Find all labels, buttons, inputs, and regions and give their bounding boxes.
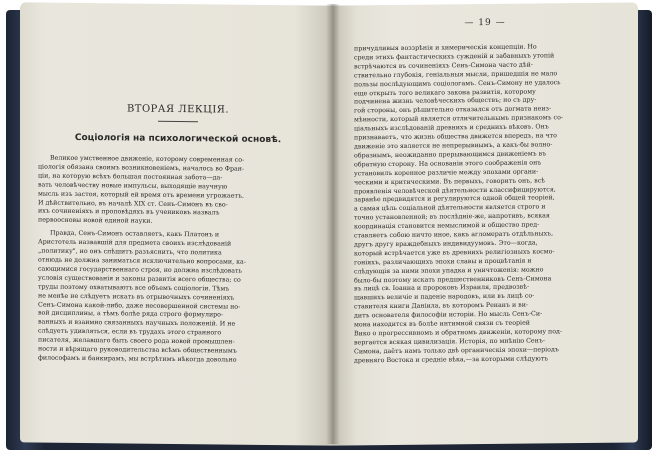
- text-line: ставителя книги Даніила, въ которомъ Ренанъ и ви-: [354, 301, 529, 311]
- lecture-title: ВТОРАЯ ЛЕКЦІЯ.: [126, 103, 230, 116]
- text-line: ціальныхъ изслѣдованій древнихъ и среднихъ вѣковъ. Онъ: [354, 123, 549, 133]
- text-line: среди этихъ фантастическихъ сужденій и забавныхъ утопій: [354, 52, 555, 62]
- text-line: движеніе это является не непрерывнымъ, а какъ-бы волно-: [354, 141, 553, 151]
- section-heading: Соціологія на психологической основѣ.: [74, 132, 282, 146]
- text-line: а самая цѣль соціальной дѣятельности является строго и: [354, 203, 546, 213]
- left-page: [20, 2, 332, 445]
- text-line: вергается всякая цивилизація. Исторія, по мнѣнію Сенъ-: [354, 337, 545, 347]
- book-gutter: [326, 4, 340, 444]
- text-line: древняго Востока и средніе вѣка,—за которыми слѣдуютъ: [354, 355, 549, 365]
- text-line: мысль изъ застоя, который ей время отъ времени угрожаетъ.: [38, 190, 245, 200]
- text-line: слѣдуетъ удивляться, если въ трудахъ этого странного: [38, 327, 222, 337]
- text-line: Вико о прогрессивномъ и обратномъ движеніи, которому под-: [354, 328, 563, 338]
- text-line: мѣнности, который является отличительнымъ признакомъ со-: [354, 114, 564, 124]
- text-line: другъ другу враждебныхъ индивидуумовъ. Это—когда,: [354, 239, 538, 249]
- text-line: точно установленной; въ послѣдніе-же, напротивъ, всякая: [354, 212, 550, 222]
- text-line: Симона, даётъ намъ только двѣ органическія эпохи—періодъ: [354, 346, 559, 356]
- text-line: труды поэтому охватываютъ все объемъ соціологіи. Тѣмъ: [38, 283, 230, 293]
- text-line: гоніяхъ, различающихъ эпохи славы и процвѣтанія и: [354, 257, 532, 267]
- text-line: встрѣчаются въ сочиненіяхъ Сенъ-Симона часто дѣй-: [354, 61, 533, 71]
- text-line: дитъ основателя философіи исторіи. Но мысль Сенъ-Си-: [354, 310, 543, 320]
- text-line: слѣдующія за ними эпохи упадка и уничтоженія: можно: [354, 266, 544, 276]
- text-line: ности и вѣрящаго руководительства всѣмъ общественнымъ: [38, 345, 237, 355]
- text-line: пользы послѣдующимъ соціологамъ. Сенъ-Симону не удалось: [354, 78, 561, 88]
- text-line: координація становится немыслимой и общество пред-: [354, 221, 540, 231]
- text-line: было-бы поэтому искать предшественниковъ Сенъ-Симона: [354, 274, 552, 284]
- text-line: не менѣе не слѣдуетъ искать въ отрывочныхъ сочиненіяхъ: [38, 292, 235, 302]
- paragraph: [38, 230, 318, 367]
- text-line: еще открыть того великаго закона развитія, которому: [354, 87, 536, 97]
- text-line: ихъ сочиненіяхъ и проповѣдяхъ въ учениковъ назвалъ: [38, 207, 220, 217]
- text-line: который встрѣчается уже въ древнихъ религіозныхъ космо-: [354, 248, 555, 258]
- text-line: ческими и критическими. Въ первыхъ, говоритъ онъ, всѣ: [354, 176, 546, 186]
- text-line: мона находится въ болѣе интимной связи съ теоріей: [354, 319, 530, 329]
- text-line: заранѣе предвидятся и регулируются одной общей теоріей,: [354, 194, 555, 204]
- text-line: причудливыя воззрѣнія и химерическія концепціи. Но: [354, 43, 537, 53]
- text-line: философамъ и банкирамъ, мы встрѣтимъ нѣкогда довольно: [38, 354, 237, 364]
- right-page: [332, 2, 638, 445]
- paragraph: [354, 43, 622, 366]
- text-line: вать человѣчеству новые импульсы, выходящіе научную: [38, 181, 228, 191]
- text-line: первоосновы новой единой науки.: [38, 216, 153, 226]
- text-line: ванныхъ и взаимно связанныхъ научныхъ положеній. И не: [38, 318, 236, 328]
- text-line: сающимися государственнаго строя, но должна изслѣдовать: [38, 265, 242, 275]
- text-line: подчинена жизнь человѣческихъ обществъ; но съ дру-: [354, 96, 537, 106]
- text-line: въ лицѣ св. Іоанна и пророковъ Израиля, предвозвѣ-: [354, 284, 530, 293]
- text-line: Правда, Сенъ-Симонъ оставляетъ, какъ Платонъ и: [50, 229, 220, 239]
- title-divider: [158, 121, 198, 122]
- text-line: „политику", но онъ спѣшитъ разъяснить, что политика: [38, 247, 222, 257]
- text-line: ціологія обязана своимъ возникновеніемъ, началось во Фран-: [38, 163, 245, 173]
- text-line: Аристотель назвавшій для предмета своихъ изслѣдованій: [38, 238, 232, 248]
- text-line: вой дисциплины, а тѣмъ болѣе ряда строго формулиро-: [38, 309, 224, 319]
- text-line: условія существованія и законы развитія всего общества; со: [38, 274, 241, 284]
- text-line: обратную сторону. На основаніи этого соображенія онъ: [354, 159, 542, 169]
- text-line: писателя, желавшаго быть своего рода новой промышлен-: [38, 336, 235, 346]
- text-line: Сенъ-Симона какой-либо, даже несовершенной системы но-: [38, 301, 241, 311]
- open-book: [6, 4, 652, 452]
- text-line: установилъ коренное различіе между эпохами органи-: [354, 168, 539, 178]
- text-line: гой стороны, онъ рѣшительно отказался отъ догмата неиз-: [354, 105, 552, 115]
- text-line: щавшихъ величіе и паденіе народовъ, или въ лицѣ со-: [354, 292, 535, 302]
- text-line: ставляетъ собою ничто иное, какъ агломератъ отдѣльныхъ,: [354, 230, 554, 240]
- text-line: проявленія человѣческой дѣятельности классифицируются,: [354, 185, 556, 195]
- text-line: образнымъ, неожиданно прерывающимся движеніемъ въ: [354, 150, 547, 160]
- page-number: — 19 —: [464, 17, 506, 29]
- text-line: Великое умственное движеніе, которому современная со-: [50, 154, 245, 164]
- text-line: признаваетъ, что жизнь общества движется впередъ, на что: [354, 132, 557, 142]
- text-line: отнюдь не должна заниматься исключительно вопросами, ка-: [38, 256, 246, 266]
- text-line: ціи, на которую всѣхъ большая постоянная забота—да-: [38, 172, 223, 182]
- text-line: ствительно глубокія, геніальныя мысли, пришедшія не мало: [354, 69, 558, 80]
- text-line: И дѣйствительно, въ началѣ XIX ст. Сенъ-Симонъ въ сво-: [38, 199, 228, 209]
- paragraph: [38, 155, 318, 229]
